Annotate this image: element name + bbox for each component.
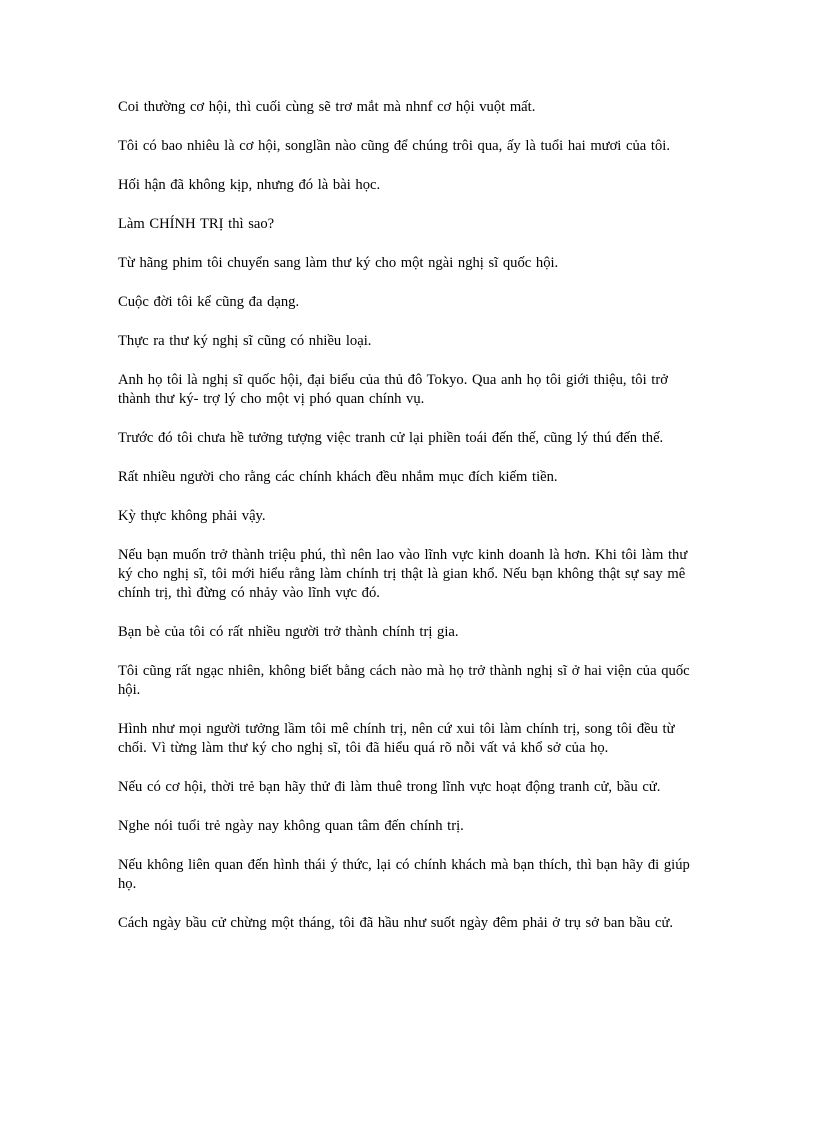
paragraph: Hình như mọi người tưởng lầm tôi mê chính trị, nên cứ xui tôi làm chính trị, song tôi đều từ chối. Vì từng làm thư ký cho nghị sĩ, tôi đã hiểu quá rõ nỗi vất vả khổ sở của họ. [118,721,675,756]
paragraph: Trước đó tôi chưa hề tưởng tượng việc tranh cử lại phiền toái đến thế, cũng lý thú đến thế. [118,430,664,446]
paragraph: Coi thường cơ hội, thì cuối cùng sẽ trơ mắt mà nhnf cơ hội vuột mất. [118,99,536,115]
document-body [118,98,703,953]
paragraph: Bạn bè của tôi có rất nhiều người trở thành chính trị gia. [118,624,459,640]
paragraph: Tôi có bao nhiêu là cơ hội, songlần nào cũng để chúng trôi qua, ấy là tuổi hai mươi của tôi. [118,138,670,154]
paragraph: Anh họ tôi là nghị sĩ quốc hội, đại biểu của thủ đô Tokyo. Qua anh họ tôi giới thiệu, tôi trở thành thư ký- trợ lý cho một vị phó quan chính vụ. [118,372,668,407]
section-heading: Làm CHÍNH TRỊ thì sao? [118,216,275,232]
paragraph: Hối hận đã không kịp, nhưng đó là bài học. [118,177,381,193]
paragraph: Cách ngày bầu cử chừng một tháng, tôi đã hầu như suốt ngày đêm phải ở trụ sở ban bầu cử. [118,915,674,931]
paragraph: Tôi cũng rất ngạc nhiên, không biết bằng cách nào mà họ trở thành nghị sĩ ở hai viện của quốc hội. [118,663,690,698]
paragraph: Thực ra thư ký nghị sĩ cũng có nhiều loại. [118,333,372,349]
paragraph: Từ hãng phim tôi chuyển sang làm thư ký cho một ngài nghị sĩ quốc hội. [118,255,559,271]
paragraph: Nếu bạn muốn trở thành triệu phú, thì nên lao vào lĩnh vực kinh doanh là hơn. Khi tôi làm thư ký cho nghị sĩ, tôi mới hiểu rằng làm chính trị thật là gian khổ. Nếu bạn không thật sự say mê chính trị, thì đừng có nhảy vào lĩnh vực đó. [118,547,688,601]
paragraph: Nghe nói tuổi trẻ ngày nay không quan tâm đến chính trị. [118,818,464,834]
paragraph: Kỳ thực không phải vậy. [118,508,266,524]
paragraph: Nếu có cơ hội, thời trẻ bạn hãy thử đi làm thuê trong lĩnh vực hoạt động tranh cử, bầu cử. [118,779,661,795]
paragraph: Rất nhiều người cho rằng các chính khách đều nhắm mục đích kiếm tiền. [118,469,558,485]
paragraph: Nếu không liên quan đến hình thái ý thức, lại có chính khách mà bạn thích, thì bạn hãy đi giúp họ. [118,857,690,892]
paragraph: Cuộc đời tôi kể cũng đa dạng. [118,294,300,310]
